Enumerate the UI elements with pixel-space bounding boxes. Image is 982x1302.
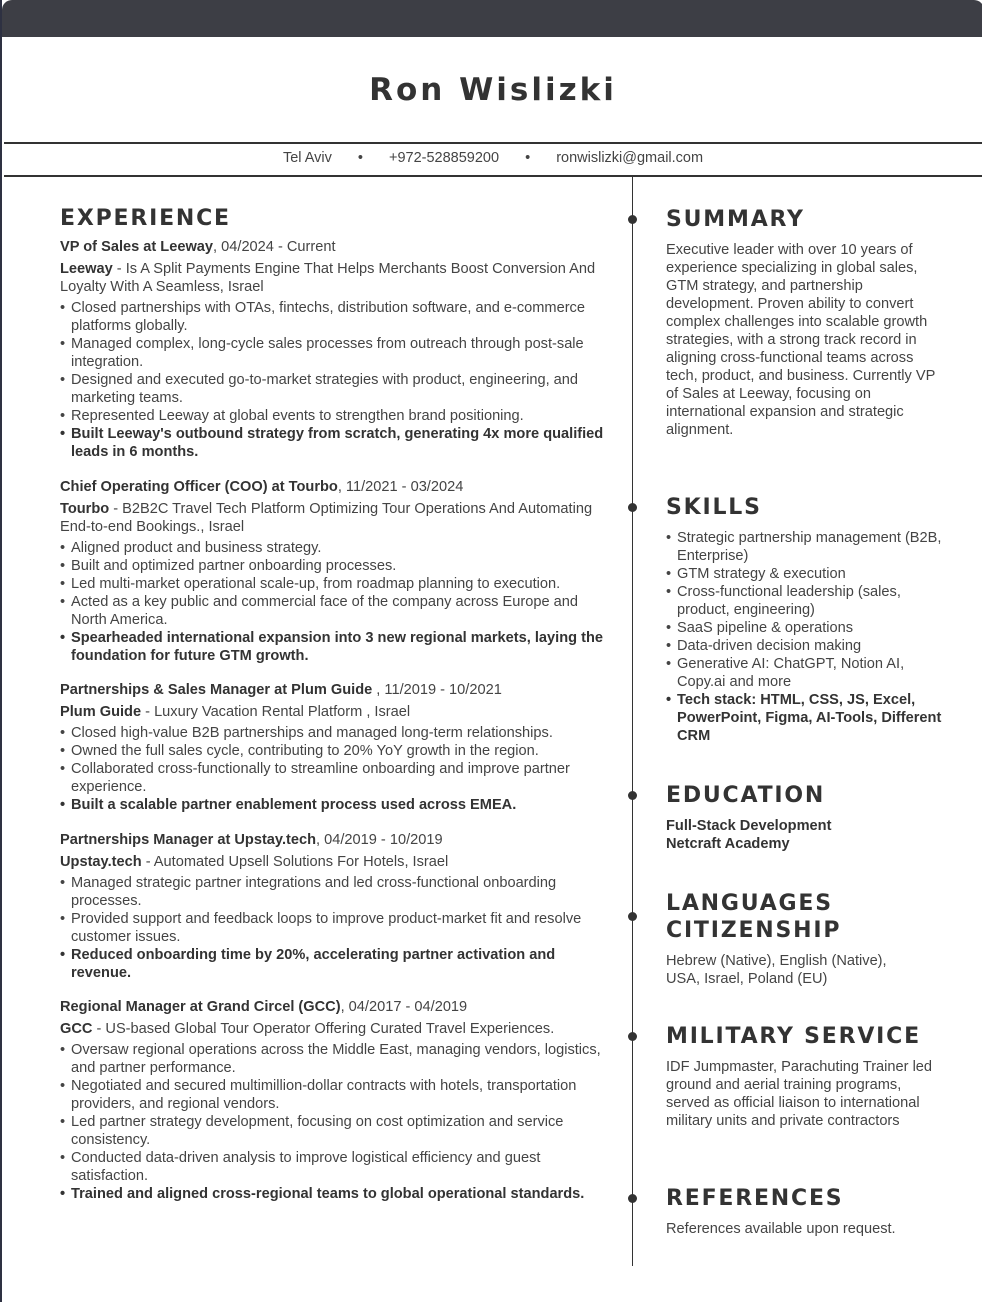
company-description: - Luxury Vacation Rental Platform , Israel (141, 704, 411, 720)
job-role: Partnerships & Sales Manager at Plum Guide (60, 682, 373, 698)
list-item: • Negotiated and secured multimillion-dollar contracts with hotels, transportation providers, and regional vendors. (60, 1077, 605, 1113)
experience-heading: EXPERIENCE (60, 206, 231, 231)
company-description: - B2B2C Travel Tech Platform Optimizing Tour Operations And Automating End-to-end Bookings., Israel (60, 501, 593, 535)
list-item: • Built and optimized partner onboarding processes. (60, 557, 605, 575)
job-bullets (60, 724, 605, 814)
company-line (60, 260, 605, 296)
highlight-item: • Built Leeway's outbound strategy from scratch, generating 4x more qualified leads in 6 months. (60, 425, 605, 461)
military-section (666, 1023, 946, 1130)
job-dates: , 11/2021 - 03/2024 (337, 479, 464, 495)
contact-line (2, 150, 982, 166)
timeline-dot (628, 1194, 637, 1203)
timeline-dot (628, 1032, 637, 1041)
list-item: • Data-driven decision making (666, 637, 946, 655)
list-item: • Cross-functional leadership (sales, product, engineering) (666, 583, 946, 619)
highlight-item: • Reduced onboarding time by 20%, accelerating partner activation and revenue. (60, 946, 605, 982)
skills-heading: SKILLS (666, 495, 762, 520)
company-description: - US-based Global Tour Operator Offering Curated Travel Experiences. (92, 1021, 555, 1037)
skills-list (666, 529, 946, 745)
job-dates: , 11/2019 - 10/2021 (372, 682, 502, 698)
job-title-line (60, 478, 605, 496)
list-item: • Closed high-value B2B partnerships and managed long-term relationships. (60, 724, 605, 742)
company-line (60, 853, 605, 871)
job-role: VP of Sales at Leeway (60, 239, 214, 255)
job-role: Regional Manager at Grand Circel (GCC) (60, 999, 341, 1015)
job-dates: , 04/2019 - 10/2019 (316, 832, 443, 848)
job-dates: , 04/2024 - Current (213, 239, 336, 255)
list-item: • Acted as a key public and commercial face of the company across Europe and North America. (60, 593, 605, 629)
company-name: Tourbo (60, 501, 110, 517)
job-entry (60, 478, 605, 665)
header-bottom-rule (4, 175, 982, 177)
job-role: Partnerships Manager at Upstay.tech (60, 832, 317, 848)
highlight-item: • Built a scalable partner enablement process used across EMEA. (60, 796, 605, 814)
list-item: • Generative AI: ChatGPT, Notion AI, Copy.ai and more (666, 655, 946, 691)
education-school: Netcraft Academy (666, 836, 790, 852)
list-item: • Collaborated cross-functionally to streamline onboarding and improve partner experience. (60, 760, 605, 796)
education-section (666, 782, 946, 853)
timeline-dot (628, 215, 637, 224)
summary-text: Executive leader with over 10 years of experience specializing in global sales, GTM strategy, and partnership development. Proven ability to convert complex challenges into scalable growth strategies, with a strong track record in aligning cross-functional teams across tech, product, and business. Currently VP of Sales at Leeway, focusing on international expansion and strategic alignment. (666, 242, 936, 438)
job-bullets (60, 299, 605, 461)
job-dates: , 04/2017 - 04/2019 (340, 999, 468, 1015)
list-item: • Provided support and feedback loops to improve product-market fit and resolve customer issues. (60, 910, 605, 946)
languages-section (666, 890, 946, 988)
company-name: Upstay.tech (60, 854, 142, 870)
job-role: Chief Operating Officer (COO) at Tourbo (60, 479, 338, 495)
experience-section (60, 205, 605, 1203)
references-text: References available upon request. (666, 1221, 896, 1237)
job-title-line (60, 998, 605, 1016)
company-line (60, 500, 605, 536)
contact-separator: • (525, 150, 531, 166)
job-entry (60, 831, 605, 982)
list-item: • Led multi-market operational scale-up, from roadmap planning to execution. (60, 575, 605, 593)
job-bullets (60, 874, 605, 982)
list-item: • Owned the full sales cycle, contributing to 20% YoY growth in the region. (60, 742, 605, 760)
education-degree: Full-Stack Development (666, 818, 832, 834)
list-item: • Strategic partnership management (B2B, Enterprise) (666, 529, 946, 565)
citizenship-heading: CITIZENSHIP (666, 918, 842, 943)
military-heading: MILITARY SERVICE (666, 1024, 921, 1049)
highlight-item: • Tech stack: HTML, CSS, JS, Excel, PowerPoint, Figma, AI-Tools, Different CRM (666, 691, 946, 745)
languages-heading: LANGUAGES (666, 891, 833, 916)
list-item: • Designed and executed go-to-market strategies with product, engineering, and marketing teams. (60, 371, 605, 407)
military-text: IDF Jumpmaster, Parachuting Trainer led ground and aerial training programs, served as official liaison to international military units and private contractors (666, 1059, 933, 1129)
contact-phone[interactable]: +972-528859200 (388, 150, 500, 166)
company-line (60, 1020, 605, 1038)
job-entry (60, 681, 605, 814)
citizenship-text: USA, Israel, Poland (EU) (666, 971, 828, 987)
list-item: • Managed strategic partner integrations and led cross-functional onboarding processes. (60, 874, 605, 910)
list-item: • Managed complex, long-cycle sales processes from outreach through post-sale integration. (60, 335, 605, 371)
timeline-dot (628, 912, 637, 921)
company-description: - Is A Split Payments Engine That Helps Merchants Boost Conversion And Loyalty With A Seamless, Israel (60, 261, 596, 295)
references-section (666, 1185, 946, 1238)
highlight-item: • Spearheaded international expansion into 3 new regional markets, laying the foundation for future GTM growth. (60, 629, 605, 665)
contact-separator: • (357, 150, 363, 166)
company-name: Leeway (60, 261, 113, 277)
window-top-bar (2, 0, 982, 37)
list-item: • GTM strategy & execution (666, 565, 946, 583)
list-item: • Conducted data-driven analysis to improve logistical efficiency and guest satisfaction. (60, 1149, 605, 1185)
job-title-line (60, 681, 605, 699)
list-item: • Closed partnerships with OTAs, fintechs, distribution software, and e-commerce platforms globally. (60, 299, 605, 335)
list-item: • Oversaw regional operations across the Middle East, managing vendors, logistics, and partner performance. (60, 1041, 605, 1077)
timeline-dot (628, 791, 637, 800)
timeline-divider (632, 176, 633, 1266)
list-item: • Led partner strategy development, focusing on cost optimization and service consistency. (60, 1113, 605, 1149)
job-title-line (60, 831, 605, 849)
job-bullets (60, 1041, 605, 1203)
skills-section (666, 494, 946, 745)
list-item: • SaaS pipeline & operations (666, 619, 946, 637)
job-bullets (60, 539, 605, 665)
job-entry (60, 238, 605, 461)
languages-text: Hebrew (Native), English (Native), (666, 953, 887, 969)
list-item: • Aligned product and business strategy. (60, 539, 605, 557)
timeline-dot (628, 503, 637, 512)
education-heading: EDUCATION (666, 783, 826, 808)
list-item: • Represented Leeway at global events to strengthen brand positioning. (60, 407, 605, 425)
company-name: Plum Guide (60, 704, 142, 720)
company-line (60, 703, 605, 721)
contact-location: Tel Aviv (282, 150, 332, 166)
job-entry (60, 998, 605, 1203)
summary-heading: SUMMARY (666, 207, 805, 232)
summary-section (666, 206, 946, 439)
company-description: - Automated Upsell Solutions For Hotels, Israel (141, 854, 449, 870)
contact-email[interactable]: ronwislizki@gmail.com (556, 150, 704, 166)
job-title-line (60, 238, 605, 256)
candidate-name: Ron Wislizki (369, 72, 617, 108)
company-name: GCC (60, 1021, 93, 1037)
highlight-item: • Trained and aligned cross-regional teams to global operational standards. (60, 1185, 605, 1203)
references-heading: REFERENCES (666, 1186, 844, 1211)
header-top-rule (4, 142, 982, 144)
